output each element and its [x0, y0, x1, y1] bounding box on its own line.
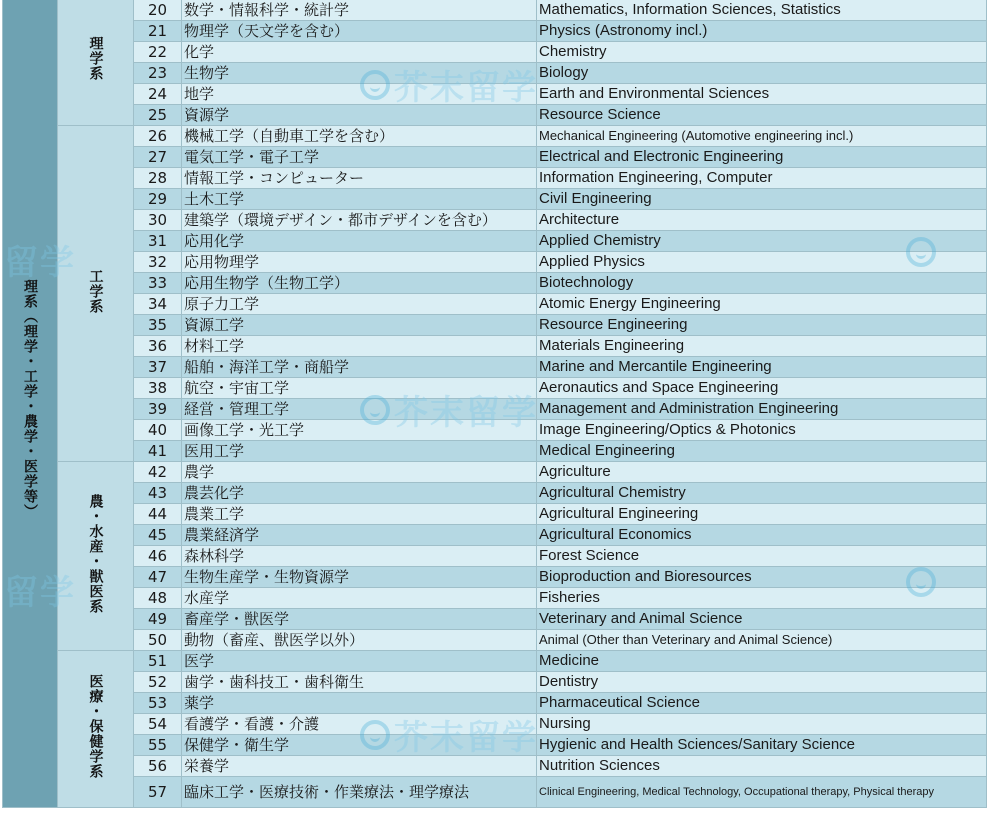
table-row: [3, 483, 987, 504]
row-japanese: 農業工学: [182, 504, 537, 525]
table-row: [3, 252, 987, 273]
row-english: Medical Engineering: [537, 441, 987, 462]
row-english: Atomic Energy Engineering: [537, 294, 987, 315]
row-english: Information Engineering, Computer: [537, 168, 987, 189]
row-japanese: 応用生物学（生物工学）: [182, 273, 537, 294]
row-number: 38: [134, 378, 182, 399]
row-japanese: 医用工学: [182, 441, 537, 462]
row-number: 56: [134, 756, 182, 777]
row-english: Hygienic and Health Sciences/Sanitary Science: [537, 735, 987, 756]
row-english: Architecture: [537, 210, 987, 231]
row-japanese: 歯学・歯科技工・歯科衛生: [182, 672, 537, 693]
table-row: [3, 189, 987, 210]
table-row: [3, 777, 987, 808]
table-row: [3, 273, 987, 294]
row-number: 42: [134, 462, 182, 483]
row-japanese: 農業経済学: [182, 525, 537, 546]
row-japanese: 資源学: [182, 105, 537, 126]
row-number: 51: [134, 651, 182, 672]
row-number: 43: [134, 483, 182, 504]
row-english: Image Engineering/Optics & Photonics: [537, 420, 987, 441]
row-english: Marine and Mercantile Engineering: [537, 357, 987, 378]
group-label-engineering: 工学系: [87, 268, 104, 314]
table-row: [3, 126, 987, 147]
row-number: 28: [134, 168, 182, 189]
table-row: [3, 0, 987, 21]
row-number: 32: [134, 252, 182, 273]
table-row: [3, 756, 987, 777]
row-japanese: 森林科学: [182, 546, 537, 567]
row-japanese: 水産学: [182, 588, 537, 609]
watermark-text: 芥末留学: [394, 718, 538, 758]
row-japanese: 船舶・海洋工学・商船学: [182, 357, 537, 378]
row-english: Resource Engineering: [537, 315, 987, 336]
row-japanese: 生物学: [182, 63, 537, 84]
row-number: 29: [134, 189, 182, 210]
group-label-medical: 医療・保健学系: [87, 674, 104, 779]
row-english: Physics (Astronomy incl.): [537, 21, 987, 42]
row-japanese: 数学・情報科学・統計学: [182, 0, 537, 21]
row-english: Electrical and Electronic Engineering: [537, 147, 987, 168]
row-english: Civil Engineering: [537, 189, 987, 210]
row-number: 52: [134, 672, 182, 693]
row-japanese: 応用物理学: [182, 252, 537, 273]
row-number: 26: [134, 126, 182, 147]
row-number: 39: [134, 399, 182, 420]
row-japanese: 化学: [182, 42, 537, 63]
row-english: Agriculture: [537, 462, 987, 483]
outer-category-cell: [3, 0, 58, 808]
row-japanese: 電気工学・電子工学: [182, 147, 537, 168]
row-japanese: 画像工学・光工学: [182, 420, 537, 441]
table-row: [3, 168, 987, 189]
row-number: 34: [134, 294, 182, 315]
row-number: 35: [134, 315, 182, 336]
group-cell-engineering: [58, 126, 134, 462]
row-japanese: 農学: [182, 462, 537, 483]
row-number: 30: [134, 210, 182, 231]
row-number: 44: [134, 504, 182, 525]
table-row: [3, 546, 987, 567]
row-english: Forest Science: [537, 546, 987, 567]
table-row: [3, 336, 987, 357]
row-number: 53: [134, 693, 182, 714]
row-japanese: 機械工学（自動車工学を含む）: [182, 126, 537, 147]
table-row: [3, 693, 987, 714]
row-japanese: 航空・宇宙工学: [182, 378, 537, 399]
table-row: [3, 525, 987, 546]
row-japanese: 医学: [182, 651, 537, 672]
row-japanese: 地学: [182, 84, 537, 105]
row-number: 37: [134, 357, 182, 378]
row-number: 36: [134, 336, 182, 357]
table-row: [3, 294, 987, 315]
row-english: Applied Chemistry: [537, 231, 987, 252]
row-japanese: 建築学（環境デザイン・都市デザインを含む）: [182, 210, 537, 231]
row-japanese: 畜産学・獣医学: [182, 609, 537, 630]
row-number: 41: [134, 441, 182, 462]
row-english: Nursing: [537, 714, 987, 735]
row-japanese: 物理学（天文学を含む）: [182, 21, 537, 42]
row-japanese: 資源工学: [182, 315, 537, 336]
table-row: [3, 210, 987, 231]
row-japanese: 材料工学: [182, 336, 537, 357]
table-row: [3, 567, 987, 588]
table-row: [3, 42, 987, 63]
row-number: 54: [134, 714, 182, 735]
row-english: Earth and Environmental Sciences: [537, 84, 987, 105]
outer-category-label: 理系（理学・工学・農学・医学等）: [22, 279, 38, 519]
row-english: Agricultural Economics: [537, 525, 987, 546]
table-row: [3, 105, 987, 126]
row-japanese: 応用化学: [182, 231, 537, 252]
table-row: [3, 651, 987, 672]
table-row: [3, 399, 987, 420]
row-english: Animal (Other than Veterinary and Animal Science): [537, 630, 987, 651]
row-number: 33: [134, 273, 182, 294]
table-row: [3, 672, 987, 693]
table-row: [3, 462, 987, 483]
watermark-text: 芥末留学: [394, 68, 538, 108]
row-english: Bioproduction and Bioresources: [537, 567, 987, 588]
row-number: 55: [134, 735, 182, 756]
row-english: Medicine: [537, 651, 987, 672]
group-label-agriculture: 農・水産・獣医系: [87, 493, 104, 614]
row-japanese: 保健学・衛生学: [182, 735, 537, 756]
row-english: Resource Science: [537, 105, 987, 126]
row-number: 46: [134, 546, 182, 567]
row-english: Aeronautics and Space Engineering: [537, 378, 987, 399]
row-english: Clinical Engineering, Medical Technology, Occupational therapy, Physical therapy: [537, 777, 987, 808]
row-number: 21: [134, 21, 182, 42]
row-english: Chemistry: [537, 42, 987, 63]
row-english: Agricultural Chemistry: [537, 483, 987, 504]
row-number: 45: [134, 525, 182, 546]
row-number: 27: [134, 147, 182, 168]
group-cell-science: [58, 0, 134, 126]
row-english: Mathematics, Information Sciences, Statistics: [537, 0, 987, 21]
row-number: 31: [134, 231, 182, 252]
row-number: 47: [134, 567, 182, 588]
table-row: [3, 735, 987, 756]
row-japanese: 看護学・看護・介護: [182, 714, 537, 735]
row-english: Agricultural Engineering: [537, 504, 987, 525]
row-japanese: 経営・管理工学: [182, 399, 537, 420]
row-number: 23: [134, 63, 182, 84]
table-row: [3, 231, 987, 252]
row-japanese: 薬学: [182, 693, 537, 714]
table-row: [3, 315, 987, 336]
row-english: Pharmaceutical Science: [537, 693, 987, 714]
row-english: Materials Engineering: [537, 336, 987, 357]
row-number: 40: [134, 420, 182, 441]
table-row: [3, 714, 987, 735]
row-japanese: 農芸化学: [182, 483, 537, 504]
row-number: 24: [134, 84, 182, 105]
table-row: [3, 420, 987, 441]
row-english: Applied Physics: [537, 252, 987, 273]
group-label-science: 理学系: [87, 35, 104, 81]
row-japanese: 情報工学・コンピューター: [182, 168, 537, 189]
watermark-text: 留学: [4, 243, 76, 283]
majors-table: [2, 0, 987, 808]
row-number: 48: [134, 588, 182, 609]
watermark-text: 留学: [4, 573, 76, 613]
row-number: 50: [134, 630, 182, 651]
row-english: Mechanical Engineering (Automotive engineering incl.): [537, 126, 987, 147]
table-row: [3, 63, 987, 84]
row-english: Veterinary and Animal Science: [537, 609, 987, 630]
row-number: 22: [134, 42, 182, 63]
table-row: [3, 588, 987, 609]
table-row: [3, 378, 987, 399]
table-row: [3, 504, 987, 525]
row-english: Nutrition Sciences: [537, 756, 987, 777]
table-row: [3, 357, 987, 378]
row-number: 20: [134, 0, 182, 21]
row-japanese: 原子力工学: [182, 294, 537, 315]
row-japanese: 動物（畜産、獣医学以外）: [182, 630, 537, 651]
row-number: 57: [134, 777, 182, 808]
table-row: [3, 441, 987, 462]
group-cell-agriculture: [58, 462, 134, 651]
watermark-text: 芥末留学: [394, 393, 538, 433]
row-japanese: 臨床工学・医療技術・作業療法・理学療法: [182, 777, 537, 808]
row-english: Fisheries: [537, 588, 987, 609]
table-row: [3, 21, 987, 42]
table-row: [3, 630, 987, 651]
row-japanese: 土木工学: [182, 189, 537, 210]
table-row: [3, 609, 987, 630]
row-english: Biology: [537, 63, 987, 84]
table-row: [3, 147, 987, 168]
row-english: Dentistry: [537, 672, 987, 693]
table-row: [3, 84, 987, 105]
group-cell-medical: [58, 651, 134, 808]
row-japanese: 栄養学: [182, 756, 537, 777]
row-english: Management and Administration Engineering: [537, 399, 987, 420]
row-japanese: 生物生産学・生物資源学: [182, 567, 537, 588]
row-number: 49: [134, 609, 182, 630]
row-english: Biotechnology: [537, 273, 987, 294]
row-number: 25: [134, 105, 182, 126]
